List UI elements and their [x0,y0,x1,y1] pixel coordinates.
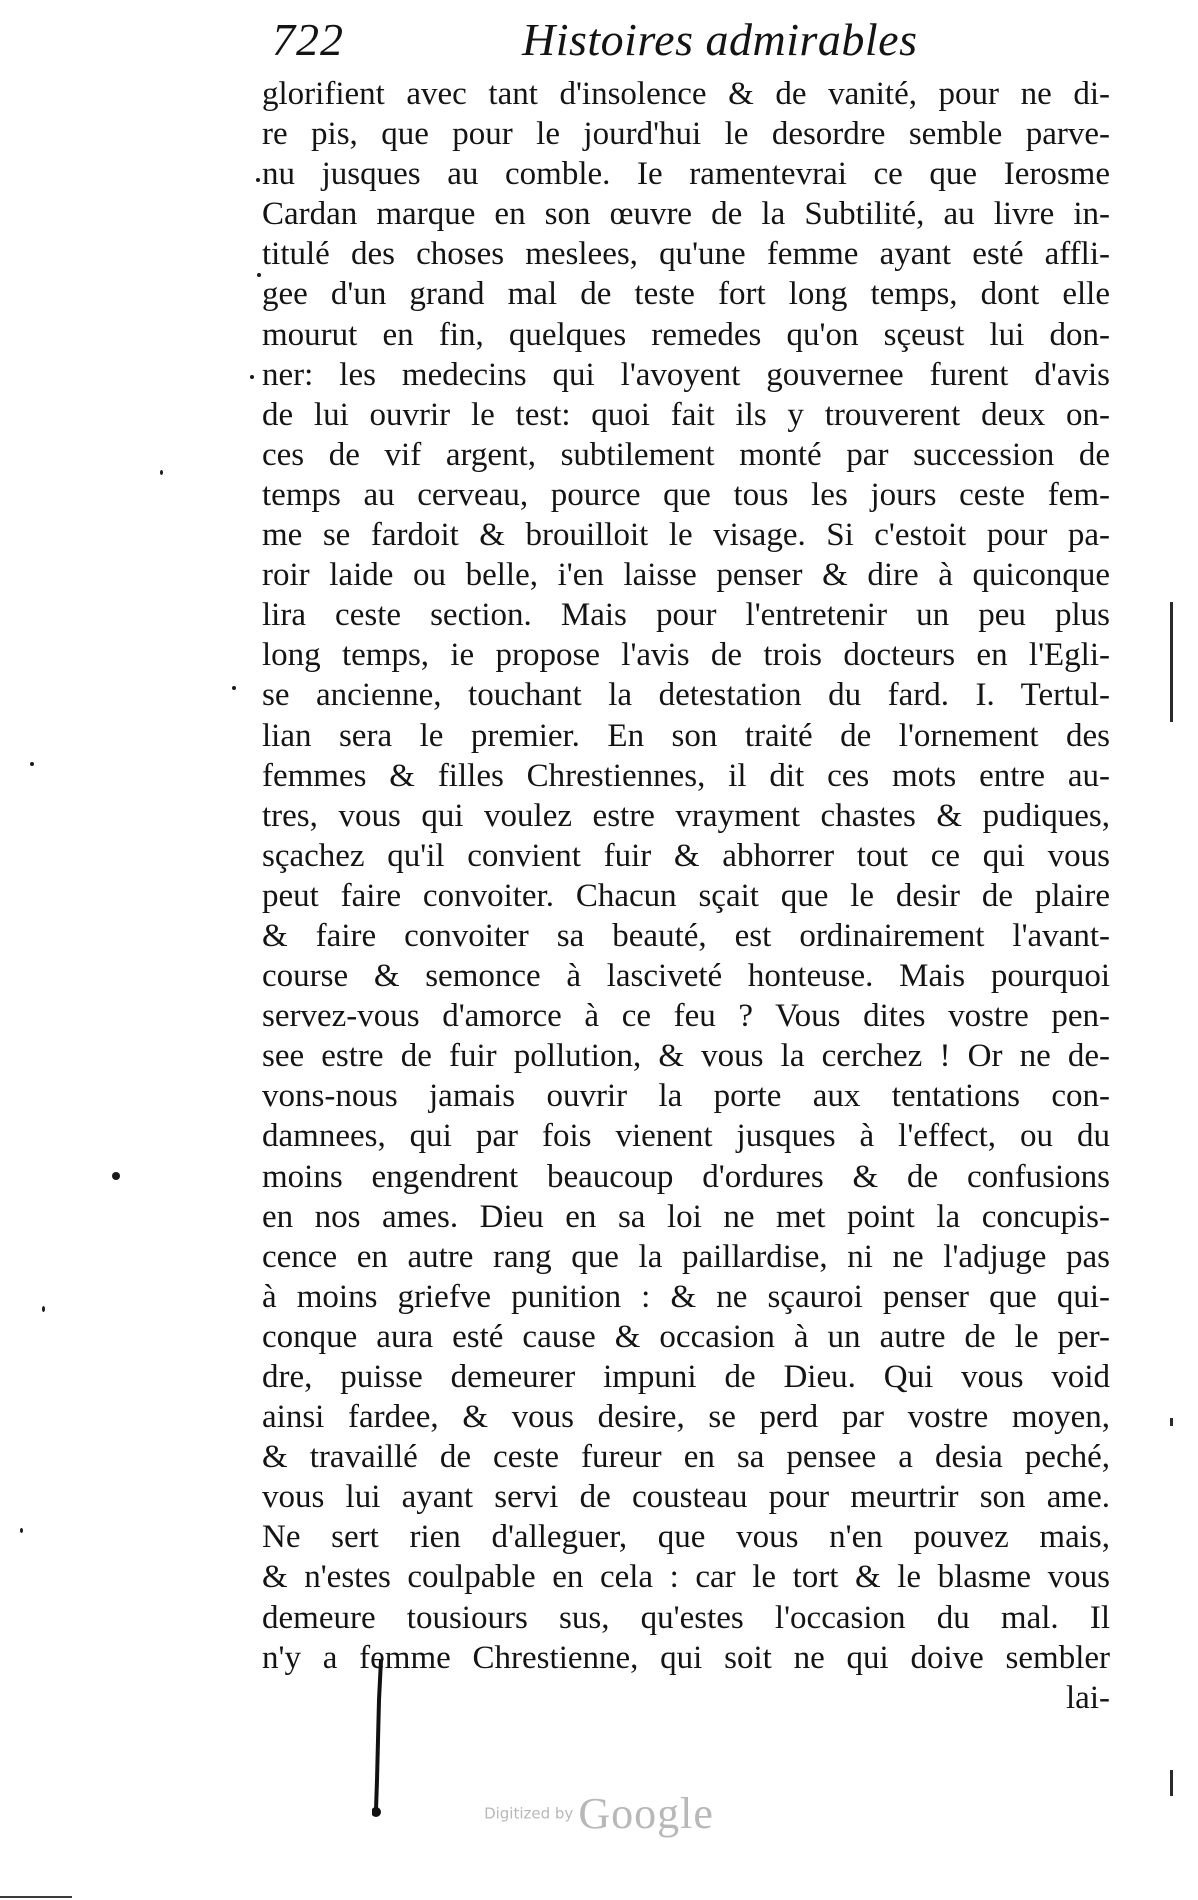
text-line: lira ceste section. Mais pour l'entretenir un peu plus [262,597,1110,634]
margin-speck [250,375,254,379]
text-line: temps au cerveau, pource que tous les jours ceste fem- [262,476,1110,513]
text-line: n'y a femme Chrestienne, qui soit ne qui doive sembler [262,1639,1110,1676]
margin-speck [42,1306,45,1312]
text-line: see estre de fuir pollution, & vous la cerchez ! Or ne de- [262,1038,1110,1075]
text-line: de lui ouvrir le test: quoi fait ils y trouverent deux on- [262,396,1110,433]
text-line: vous lui ayant servi de cousteau pour meurtrir son ame. [262,1479,1110,1516]
text-line: cence en autre rang que la paillardise, ni ne l'adjuge pas [262,1238,1110,1275]
text-line: sçachez qu'il convient fuir & abhorrer tout ce qui vous [262,837,1110,874]
text-line: servez-vous d'amorce à ce feu ? Vous dites vostre pen- [262,998,1110,1035]
page-number: 722 [272,14,344,65]
text-line: nu jusques au comble. Ie ramentevrai ce que Ierosme [262,156,1110,193]
margin-speck [160,470,163,475]
text-line: re pis, que pour le jourd'hui le desordre semble parve- [262,116,1110,153]
text-line: & n'estes coulpable en cela : car le tort & le blasme vous [262,1559,1110,1596]
text-line: ner: les medecins qui l'avoyent gouvernee furent d'avis [262,356,1110,393]
text-line: tres, vous qui voulez estre vrayment chastes & pudiques, [262,797,1110,834]
bottom-rule [0,1896,72,1898]
text-line: course & semonce à lasciveté honteuse. Mais pourquoi [262,958,1110,995]
text-line: demeure tousiours sus, qu'estes l'occasion du mal. Il [262,1599,1110,1636]
text-line: mourut en fin, quelques remedes qu'on sçeust lui don- [262,316,1110,353]
margin-speck [30,762,34,766]
text-line: ces de vif argent, subtilement monté par succession de [262,436,1110,473]
text-line: long temps, ie propose l'avis de trois docteurs en l'Egli- [262,637,1110,674]
fore-edge-line [1170,602,1173,722]
margin-speck [112,1172,120,1180]
margin-speck [256,178,260,182]
catchword: lai- [1066,1679,1110,1716]
text-line: moins engendrent beaucoup d'ordures & de confusions [262,1158,1110,1195]
text-line: roir laide ou belle, i'en laisse penser & dire à quiconque [262,557,1110,594]
text-line: gee d'un grand mal de teste fort long temps, dont elle [262,276,1110,313]
margin-speck [20,1528,23,1533]
text-line: & faire convoiter sa beauté, est ordinairement l'avant- [262,917,1110,954]
body-text [262,74,1110,1718]
page-header [272,10,1102,70]
running-head: Histoires admirables [522,14,918,65]
text-line: ainsi fardee, & vous desire, se perd par vostre moyen, [262,1399,1110,1436]
text-line: conque aura esté cause & occasion à un autre de le per- [262,1318,1110,1355]
text-line: dre, puisse demeurer impuni de Dieu. Qui vous void [262,1359,1110,1395]
text-line: me se fardoit & brouilloit le visage. Si c'estoit pour pa- [262,517,1110,554]
text-line: titulé des choses meslees, qu'une femme ayant esté affli- [262,236,1110,273]
text-line: à moins griefve punition : & ne sçauroi penser que qui- [262,1278,1110,1315]
fore-edge-line [1170,1418,1173,1426]
watermark-brand: Google [578,1789,714,1838]
text-line: se ancienne, touchant la detestation du fard. I. Tertul- [262,677,1110,714]
digitized-watermark [0,1788,1198,1848]
text-line: en nos ames. Dieu en sa loi ne met point la concupis- [262,1198,1110,1235]
text-line: damnees, qui par fois vienent jusques à l'effect, ou du [262,1118,1110,1155]
margin-speck [257,273,261,277]
text-line: lian sera le premier. En son traité de l'ornement des [262,717,1110,754]
text-line: vons-nous jamais ouvrir la porte aux tentations con- [262,1078,1110,1115]
margin-speck [232,686,236,690]
text-line: femmes & filles Chrestiennes, il dit ces mots entre au- [262,757,1110,794]
watermark-prefix: Digitized by [484,1804,574,1823]
text-line: Cardan marque en son œuvre de la Subtilité, au livre in- [262,196,1110,233]
text-line: glorifient avec tant d'insolence & de vanité, pour ne di- [262,76,1110,112]
text-line: Ne sert rien d'alleguer, que vous n'en pouvez mais, [262,1519,1110,1556]
text-line: peut faire convoiter. Chacun sçait que le desir de plaire [262,877,1110,914]
text-line: & travaillé de ceste fureur en sa pensee a desia peché, [262,1439,1110,1476]
